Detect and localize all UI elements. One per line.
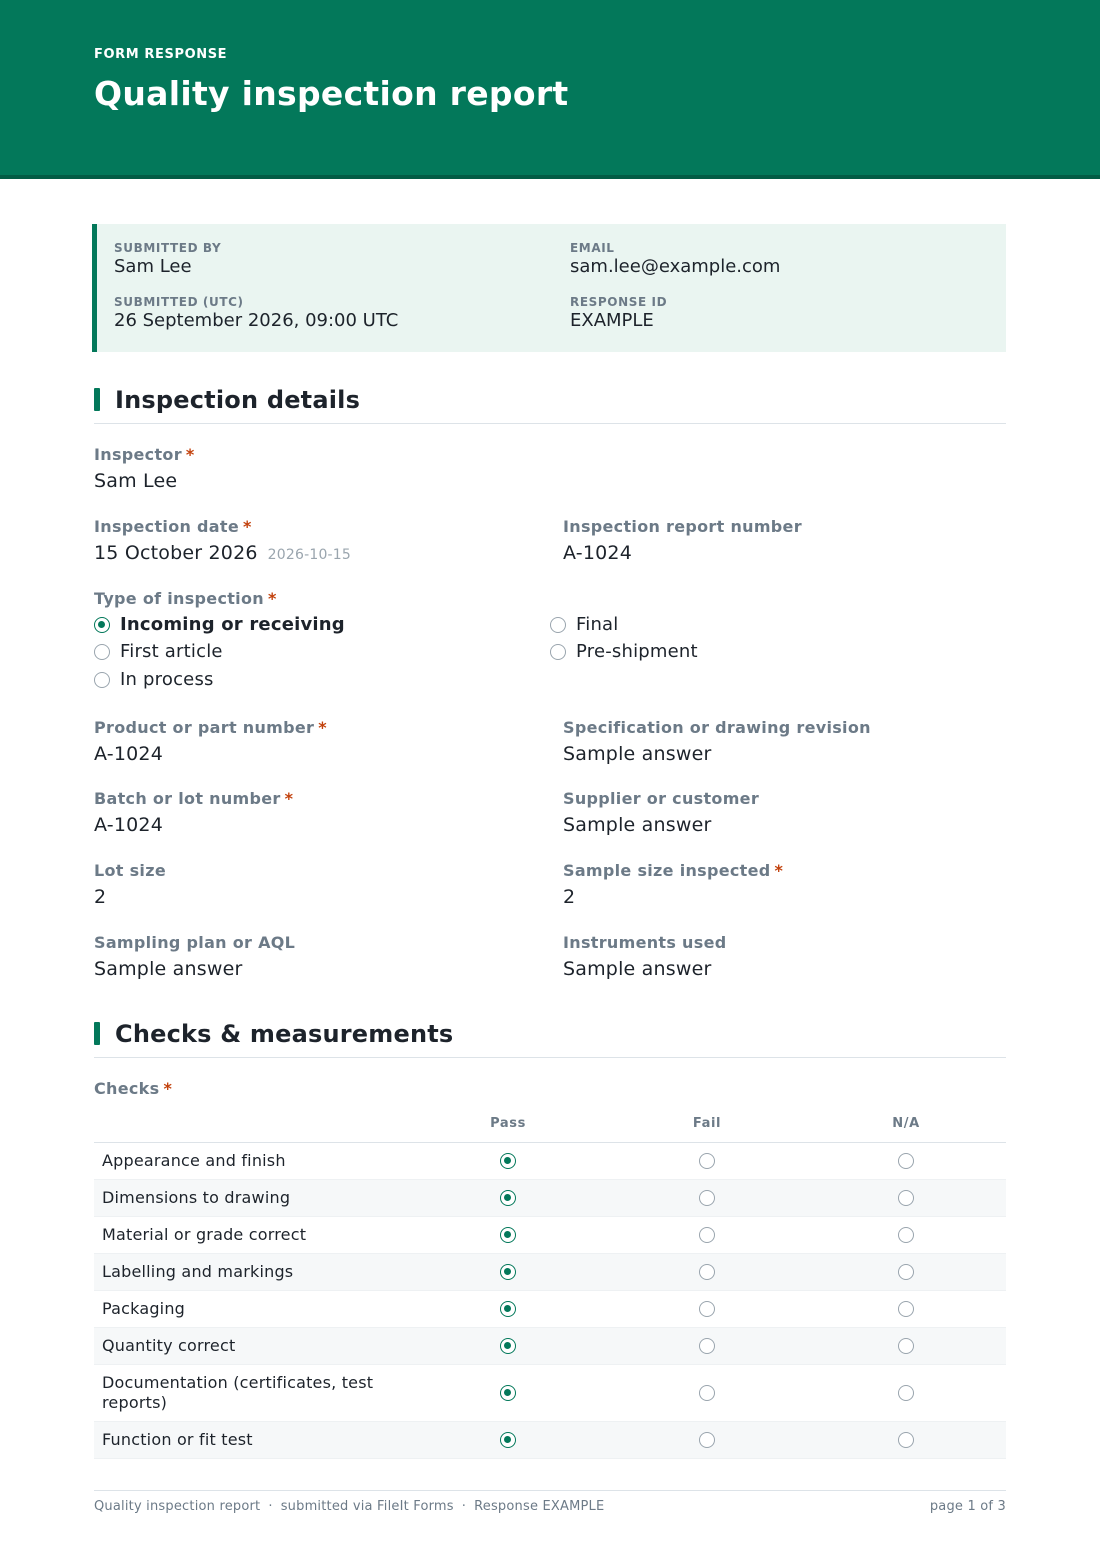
required-marker: * — [243, 517, 252, 536]
submission-meta-panel — [92, 224, 1006, 352]
radio-empty-icon[interactable] — [898, 1227, 914, 1243]
radio-option-final[interactable] — [550, 614, 618, 635]
footer-response: Response EXAMPLE — [474, 1499, 605, 1514]
submitted-time-block — [114, 295, 398, 331]
page-footer — [94, 1490, 1006, 1514]
radio-empty-icon[interactable] — [898, 1264, 914, 1280]
radio-selected-icon — [94, 617, 110, 633]
grid-column-header: Fail — [692, 1116, 722, 1131]
field-value: Sample answer — [563, 958, 712, 980]
field-label: Sampling plan or AQL — [94, 933, 296, 952]
radio-selected-icon[interactable] — [500, 1153, 516, 1169]
email-block — [570, 241, 780, 277]
field-label: Instruments used — [563, 933, 727, 952]
submitted-time-label: SUBMITTED (UTC) — [114, 295, 244, 309]
field-value: Sample answer — [94, 958, 243, 980]
field-report-number — [563, 517, 802, 564]
field-spec-revision — [563, 718, 871, 765]
field-inspection-date — [94, 517, 351, 564]
field-label: Inspection date — [94, 517, 239, 536]
radio-empty-icon[interactable] — [699, 1264, 715, 1280]
field-label: Product or part number — [94, 718, 315, 737]
field-inspector — [94, 445, 195, 492]
radio-selected-icon[interactable] — [500, 1338, 516, 1354]
field-value: Sam Lee — [94, 470, 178, 492]
radio-option-label: In process — [120, 669, 214, 690]
radio-selected-icon[interactable] — [500, 1227, 516, 1243]
submitted-by-block — [114, 241, 221, 277]
radio-empty-icon[interactable] — [699, 1385, 715, 1401]
radio-selected-icon[interactable] — [500, 1385, 516, 1401]
grid-row-label: Documentation (certificates, test reports) — [102, 1373, 374, 1412]
grid-row — [94, 1217, 1006, 1254]
radio-option-pre-shipment[interactable] — [550, 641, 698, 662]
grid-row-label: Function or fit test — [102, 1430, 253, 1449]
checks-grid — [94, 1110, 1006, 1459]
radio-empty-icon[interactable] — [699, 1432, 715, 1448]
page-header — [0, 0, 1100, 179]
section-title: Checks & measurements — [115, 1020, 454, 1048]
grid-row-label: Material or grade correct — [102, 1225, 307, 1244]
field-label: Supplier or customer — [563, 789, 760, 808]
response-id-label: RESPONSE ID — [570, 295, 668, 309]
required-marker: * — [163, 1079, 173, 1098]
radio-option-label: Pre-shipment — [576, 641, 698, 662]
radio-option-first-article[interactable] — [94, 641, 223, 662]
field-sample-size — [563, 861, 783, 908]
grid-row — [94, 1143, 1006, 1180]
radio-empty-icon[interactable] — [699, 1301, 715, 1317]
field-label: Inspector — [94, 445, 182, 464]
field-value: A-1024 — [94, 743, 163, 765]
required-marker: * — [284, 789, 294, 808]
field-inspection-type — [94, 589, 277, 608]
footer-separator: · — [461, 1499, 467, 1514]
footer-via: submitted via FileIt Forms — [280, 1499, 454, 1514]
field-sampling-plan — [94, 933, 295, 980]
submitted-time-value: 26 September 2026, 09:00 UTC — [114, 310, 399, 331]
grid-row — [94, 1365, 1006, 1422]
response-id-block — [570, 295, 667, 331]
field-batch-number — [94, 789, 293, 836]
grid-row — [94, 1254, 1006, 1291]
field-supplier — [563, 789, 759, 836]
grid-row-label: Dimensions to drawing — [102, 1188, 291, 1207]
field-part-number — [94, 718, 327, 765]
radio-selected-icon[interactable] — [500, 1190, 516, 1206]
required-marker: * — [185, 445, 195, 464]
radio-empty-icon[interactable] — [699, 1338, 715, 1354]
submitted-by-label: SUBMITTED BY — [114, 241, 222, 255]
required-marker: * — [774, 861, 784, 880]
radio-empty-icon[interactable] — [699, 1153, 715, 1169]
section-accent-bar — [94, 388, 100, 411]
grid-row — [94, 1291, 1006, 1328]
grid-row — [94, 1328, 1006, 1365]
footer-form-name: Quality inspection report — [94, 1499, 261, 1514]
section-title: Inspection details — [115, 386, 361, 414]
field-value: 2 — [563, 886, 576, 908]
required-marker: * — [318, 718, 327, 737]
radio-empty-icon[interactable] — [898, 1338, 914, 1354]
field-label: Lot size — [94, 861, 166, 880]
radio-option-label: First article — [120, 641, 223, 662]
email-label: EMAIL — [570, 241, 615, 255]
field-label: Inspection report number — [563, 517, 802, 536]
response-id-value: EXAMPLE — [570, 310, 654, 331]
grid-column-header: N/A — [892, 1116, 920, 1131]
radio-empty-icon[interactable] — [699, 1227, 715, 1243]
grid-row-label: Packaging — [102, 1299, 186, 1318]
field-label: Batch or lot number — [94, 789, 281, 808]
footer-separator: · — [268, 1499, 273, 1514]
field-value: A-1024 — [94, 814, 163, 836]
grid-body — [94, 1143, 1006, 1459]
grid-row-label: Labelling and markings — [102, 1262, 294, 1281]
grid-row-label: Quantity correct — [102, 1336, 236, 1355]
field-value: Sample answer — [563, 814, 712, 836]
page-title: Quality inspection report — [94, 74, 569, 113]
header-kicker: FORM RESPONSE — [94, 47, 228, 62]
field-value: Sample answer — [563, 743, 712, 765]
field-value: 15 October 2026 — [94, 542, 258, 564]
field-checks — [94, 1079, 172, 1098]
required-marker: * — [267, 589, 277, 608]
field-lot-size — [94, 861, 166, 908]
grid-row — [94, 1422, 1006, 1459]
radio-selected-icon[interactable] — [500, 1301, 516, 1317]
radio-empty-icon[interactable] — [699, 1190, 715, 1206]
grid-row-label: Appearance and finish — [102, 1151, 286, 1170]
radio-empty-icon[interactable] — [898, 1153, 914, 1169]
grid-header — [94, 1110, 1006, 1143]
field-label: Sample size inspected — [563, 861, 771, 880]
submitted-by-value: Sam Lee — [114, 256, 192, 277]
grid-column-header: Pass — [490, 1116, 526, 1131]
radio-option-in-process[interactable] — [94, 669, 214, 690]
field-label: Checks — [94, 1079, 160, 1098]
radio-empty-icon — [550, 644, 566, 660]
field-instruments — [563, 933, 726, 980]
radio-empty-icon — [94, 644, 110, 660]
field-value: A-1024 — [563, 542, 632, 564]
field-label: Type of inspection — [94, 589, 264, 608]
email-value: sam.lee@example.com — [570, 256, 781, 277]
radio-option-label: Incoming or receiving — [120, 614, 345, 635]
radio-empty-icon — [550, 617, 566, 633]
footer-page-number: page 1 of 3 — [929, 1499, 1006, 1514]
section-inspection-details — [94, 386, 1006, 424]
radio-empty-icon — [94, 672, 110, 688]
radio-empty-icon[interactable] — [898, 1301, 914, 1317]
radio-selected-icon[interactable] — [500, 1432, 516, 1448]
section-accent-bar — [94, 1022, 100, 1045]
radio-option-label: Final — [576, 614, 619, 635]
radio-empty-icon[interactable] — [898, 1190, 914, 1206]
field-value: 2 — [94, 886, 107, 908]
iso-date: 2026-10-15 — [267, 547, 352, 563]
radio-empty-icon[interactable] — [898, 1432, 914, 1448]
grid-row — [94, 1180, 1006, 1217]
radio-selected-icon[interactable] — [500, 1264, 516, 1280]
field-label: Specification or drawing revision — [563, 718, 871, 737]
section-checks — [94, 1020, 1006, 1058]
radio-option-incoming[interactable] — [94, 614, 345, 635]
radio-empty-icon[interactable] — [898, 1385, 914, 1401]
